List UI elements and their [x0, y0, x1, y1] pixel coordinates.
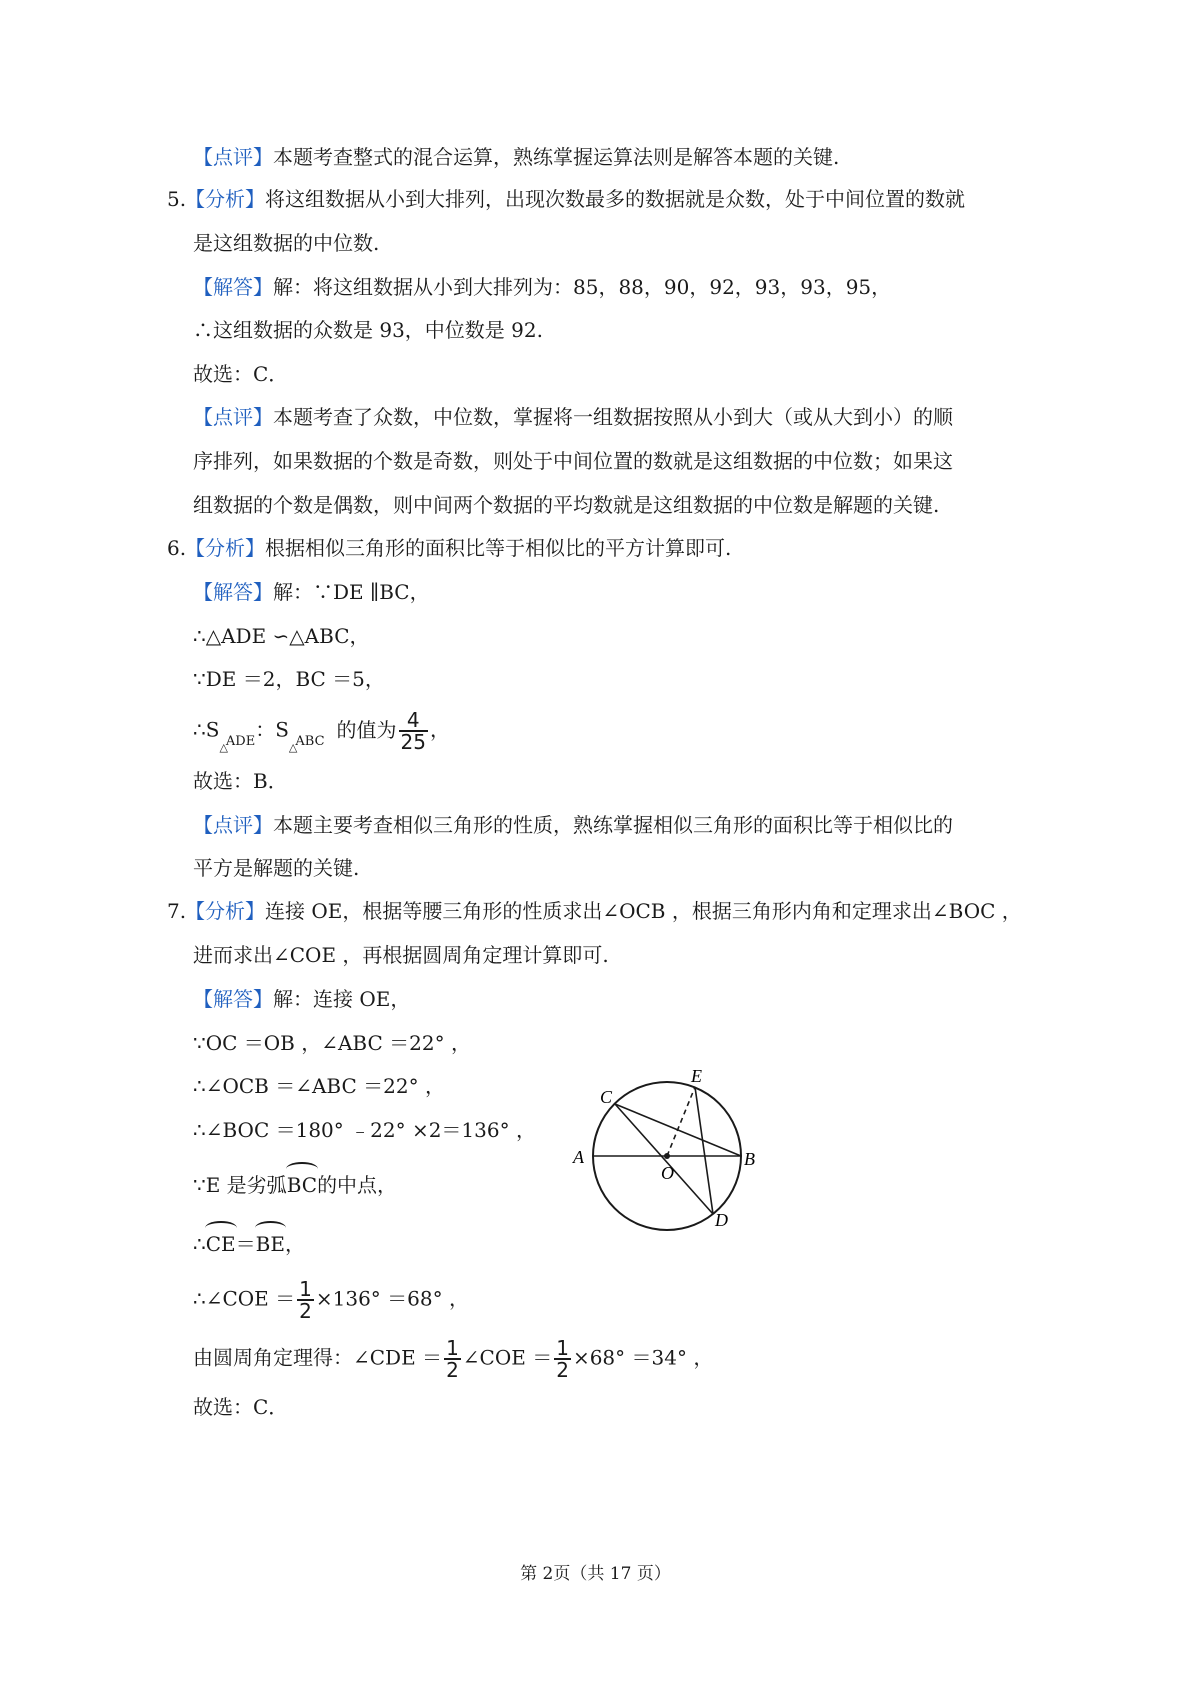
- page-footer: 第 2页（共 17 页）: [520, 1564, 671, 1584]
- analysis-tag: 【分析】: [185, 187, 265, 211]
- q6-answer: [193, 577, 430, 607]
- fraction: [444, 1338, 461, 1380]
- answer-text: ∴∠OCB ＝∠ABC ＝22° ，: [193, 1074, 445, 1098]
- answer-text: 解：将这组数据从小到大排列为：85，88，90，92，93，93，95，: [273, 275, 892, 299]
- analysis-text: 是这组数据的中位数.: [193, 231, 380, 255]
- midpoint-line: [193, 1166, 397, 1200]
- question-number: 6.: [167, 536, 187, 560]
- q7-answer: [193, 984, 410, 1014]
- answer-text: 的中点，: [317, 1173, 398, 1197]
- arc-ce: CE: [206, 1225, 236, 1259]
- triangle-symbol: △: [288, 740, 298, 754]
- q7-analysis: [185, 896, 1022, 926]
- answer-text: 故选：B．: [193, 769, 288, 793]
- numerator: 1: [446, 1336, 459, 1360]
- denominator: 2: [556, 1358, 569, 1382]
- ratio-text: 的值为: [336, 717, 397, 742]
- answer-text: 故选：C．: [193, 362, 289, 386]
- comment-text: 本题考查整式的混合运算，熟练掌握运算法则是解答本题的关键.: [273, 145, 840, 169]
- answer-tag: 【解答】: [193, 580, 273, 604]
- area-ratio-line: [193, 710, 450, 752]
- ratio-sub: ABC: [295, 733, 325, 749]
- fraction: [297, 1279, 314, 1321]
- label-c: C: [600, 1087, 613, 1107]
- numerator: 1: [556, 1336, 569, 1360]
- denominator: 25: [400, 730, 426, 754]
- circle-diagram: [565, 1062, 795, 1237]
- answer-text: ×136° ＝68° ，: [315, 1286, 469, 1311]
- q6-comment: [193, 810, 953, 840]
- answer-text: ∴△ADE ∽△ABC，: [193, 624, 370, 648]
- ratio-end: ，: [429, 717, 450, 742]
- q5-analysis: [185, 184, 965, 214]
- answer-text: 由圆周角定理得：∠CDE ＝: [193, 1345, 443, 1370]
- center-point: [664, 1153, 670, 1159]
- comment-tag: 【点评】: [193, 145, 273, 169]
- comment-text: 序排列，如果数据的个数是奇数，则处于中间位置的数就是这组数据的中位数；如果这: [193, 449, 953, 473]
- answer-text: ∵DE ＝2，BC ＝5，: [193, 667, 385, 691]
- denominator: 2: [446, 1358, 459, 1382]
- answer-text: ×68° ＝34° ，: [572, 1345, 714, 1370]
- answer-text: ∴: [193, 1232, 206, 1256]
- answer-text: ∵E 是劣弧: [193, 1173, 287, 1197]
- comment-text: 组数据的个数是偶数，则中间两个数据的平均数就是这组数据的中位数是解题的关键.: [193, 493, 940, 517]
- answer-text: 故选：C．: [193, 1395, 289, 1419]
- q5-answer: [193, 272, 891, 302]
- comment-tag: 【点评】: [193, 813, 273, 837]
- answer-text: ∴这组数据的众数是 93，中位数是 92.: [193, 318, 543, 342]
- ratio-colon: ：: [255, 717, 276, 742]
- answer-text: ∠COE ＝: [462, 1345, 553, 1370]
- coe-line: [193, 1279, 469, 1321]
- fraction: [554, 1338, 571, 1380]
- segment-oe-dashed: [667, 1087, 695, 1156]
- q4-comment: [193, 142, 839, 172]
- label-o: O: [661, 1163, 674, 1183]
- segment-cd: [615, 1104, 713, 1214]
- comment-text: 本题主要考查相似三角形的性质，熟练掌握相似三角形的面积比等于相似比的: [273, 813, 953, 837]
- answer-text: ∴∠BOC ＝180° ﹣22° ×2＝136° ，: [193, 1118, 536, 1142]
- denominator: 2: [299, 1299, 312, 1323]
- ratio-sub: ADE: [225, 733, 256, 749]
- analysis-text: 连接 OE，根据等腰三角形的性质求出∠OCB ，根据三角形内角和定理求出∠BOC ，: [265, 899, 1022, 923]
- ratio-s1: ∴S: [193, 717, 220, 742]
- numerator: 4: [399, 710, 428, 732]
- answer-text: ∴∠COE ＝: [193, 1286, 296, 1311]
- comment-tag: 【点评】: [193, 405, 273, 429]
- answer-text: 解：∵DE ∥BC，: [273, 580, 430, 604]
- label-b: B: [744, 1149, 755, 1169]
- analysis-text: 将这组数据从小到大排列，出现次数最多的数据就是众数，处于中间位置的数就: [265, 187, 965, 211]
- equals-sign: ＝: [235, 1232, 256, 1256]
- segment-ed: [695, 1087, 713, 1214]
- analysis-tag: 【分析】: [185, 536, 265, 560]
- answer-tag: 【解答】: [193, 275, 273, 299]
- answer-text: ∵OC ＝OB ，∠ABC ＝22° ，: [193, 1031, 471, 1055]
- answer-tag: 【解答】: [193, 987, 273, 1011]
- numerator: 1: [299, 1277, 312, 1301]
- arc-equality-line: [193, 1225, 305, 1259]
- fraction: [399, 710, 428, 752]
- q6-analysis: [185, 533, 731, 563]
- ratio-s2: S: [275, 717, 289, 742]
- label-a: A: [573, 1147, 584, 1167]
- analysis-tag: 【分析】: [185, 899, 265, 923]
- q5-comment: [193, 402, 953, 432]
- comment-text: 平方是解题的关键.: [193, 856, 360, 880]
- triangle-symbol: △: [219, 740, 228, 754]
- question-number: 7.: [167, 899, 187, 923]
- label-d: D: [715, 1210, 728, 1230]
- comment-text: 本题考查了众数，中位数，掌握将一组数据按照从小到大（或从大到小）的顺: [273, 405, 953, 429]
- answer-text: 解：连接 OE，: [273, 987, 411, 1011]
- arc-be: BE: [256, 1225, 285, 1259]
- answer-text: ，: [284, 1232, 305, 1256]
- question-number: 5.: [167, 187, 187, 211]
- cde-line: [193, 1338, 713, 1380]
- analysis-text: 进而求出∠COE ，再根据圆周角定理计算即可.: [193, 943, 609, 967]
- analysis-text: 根据相似三角形的面积比等于相似比的平方计算即可.: [265, 536, 732, 560]
- arc-bc: BC: [287, 1166, 317, 1200]
- label-e: E: [691, 1066, 702, 1086]
